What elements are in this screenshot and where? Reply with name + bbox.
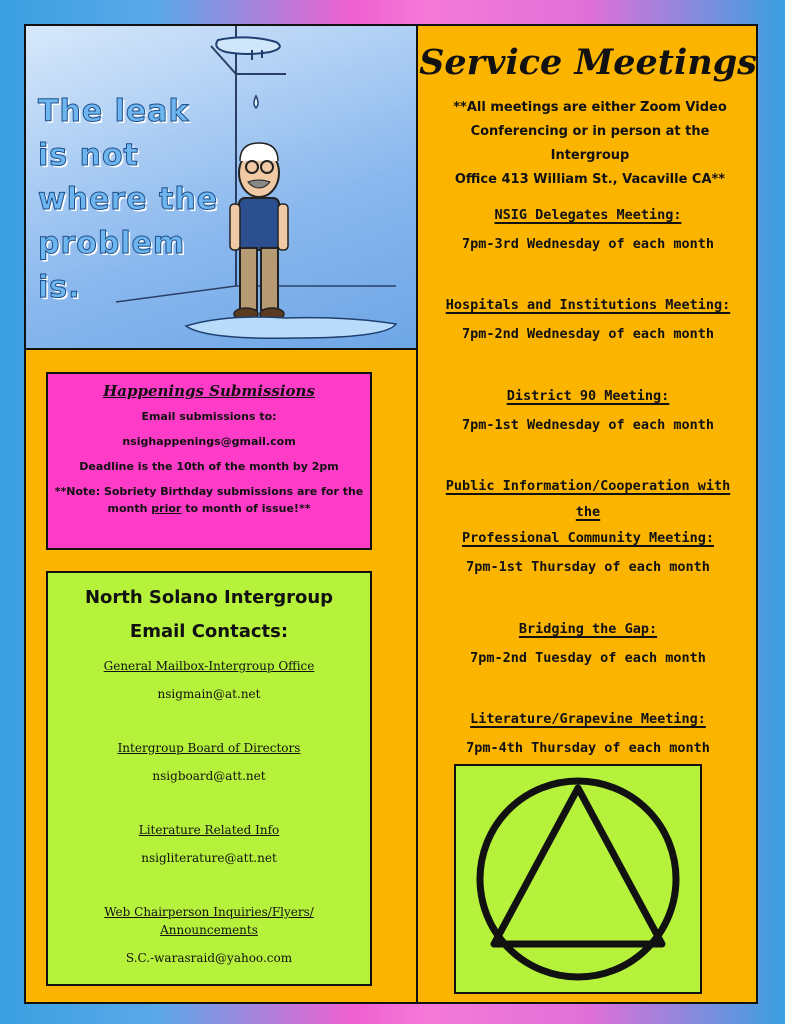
note-line: **All meetings are either Zoom Video bbox=[453, 100, 727, 115]
leak-illustration bbox=[26, 26, 416, 348]
meeting-title: NSIG Delegates Meeting: bbox=[494, 207, 682, 223]
meeting-title: Literature/Grapevine Meeting: bbox=[470, 711, 706, 727]
meeting-title: Public Information/Cooperation with the Professional Community Meeting: bbox=[445, 478, 731, 546]
caption-line: The leak bbox=[38, 94, 190, 129]
email-contacts-box bbox=[46, 571, 372, 986]
contact-label: Intergroup Board of Directors bbox=[117, 741, 301, 755]
caption-line: problem is. bbox=[38, 226, 186, 305]
contact-label: Announcements bbox=[160, 923, 258, 937]
contact-email[interactable]: nsigboard@att.net bbox=[152, 769, 266, 783]
meeting-time: 7pm-2nd Tuesday of each month bbox=[470, 650, 706, 666]
contact-label: Literature Related Info bbox=[138, 823, 280, 837]
contact-label: General Mailbox-Intergroup Office bbox=[103, 659, 315, 673]
contact-label: Web Chairperson Inquiries/Flyers/ bbox=[104, 905, 314, 919]
submissions-instruction: Email submissions to: bbox=[141, 410, 277, 423]
circle-triangle-logo-icon bbox=[456, 766, 700, 992]
note-line: Conferencing or in person at the Intergroup bbox=[470, 124, 710, 163]
meeting-title: District 90 Meeting: bbox=[506, 388, 670, 404]
birthday-note: **Note: Sobriety Birthday submissions are for the month prior to month of issue!** bbox=[54, 485, 364, 515]
contact-email[interactable]: nsigmain@at.net bbox=[157, 687, 261, 701]
caption-line: where the bbox=[38, 182, 219, 217]
meeting-time: 7pm-4th Thursday of each month bbox=[466, 740, 710, 756]
contact-email[interactable]: nsigliterature@att.net bbox=[141, 851, 277, 865]
meeting-title: Hospitals and Institutions Meeting: bbox=[445, 297, 731, 313]
newsletter-page bbox=[24, 24, 758, 1004]
caption-line: is not bbox=[38, 138, 139, 173]
happenings-email[interactable]: nsighappenings@gmail.com bbox=[122, 435, 296, 448]
deadline-text: Deadline is the 10th of the month by 2pm bbox=[79, 460, 339, 473]
note-line: Office 413 William St., Vacaville CA** bbox=[454, 172, 726, 187]
meeting-title: Bridging the Gap: bbox=[518, 621, 658, 637]
meeting-time: 7pm-1st Wednesday of each month bbox=[462, 417, 714, 433]
meeting-time: 7pm-1st Thursday of each month bbox=[466, 559, 710, 575]
contact-email[interactable]: S.C.-warasraid@yahoo.com bbox=[125, 951, 293, 965]
meeting-time: 7pm-2nd Wednesday of each month bbox=[462, 326, 714, 342]
contacts-title: North Solano Intergroup Email Contacts: bbox=[84, 587, 334, 642]
meetings-location-note bbox=[430, 96, 750, 192]
aa-logo-box bbox=[454, 764, 702, 994]
meeting-time: 7pm-3rd Wednesday of each month bbox=[462, 236, 714, 252]
leak-caption bbox=[38, 90, 228, 310]
happenings-submissions-box bbox=[46, 372, 372, 550]
section-divider bbox=[26, 348, 416, 350]
happenings-title: Happenings Submissions bbox=[103, 382, 315, 400]
service-meetings-title: Service Meetings bbox=[419, 42, 757, 83]
